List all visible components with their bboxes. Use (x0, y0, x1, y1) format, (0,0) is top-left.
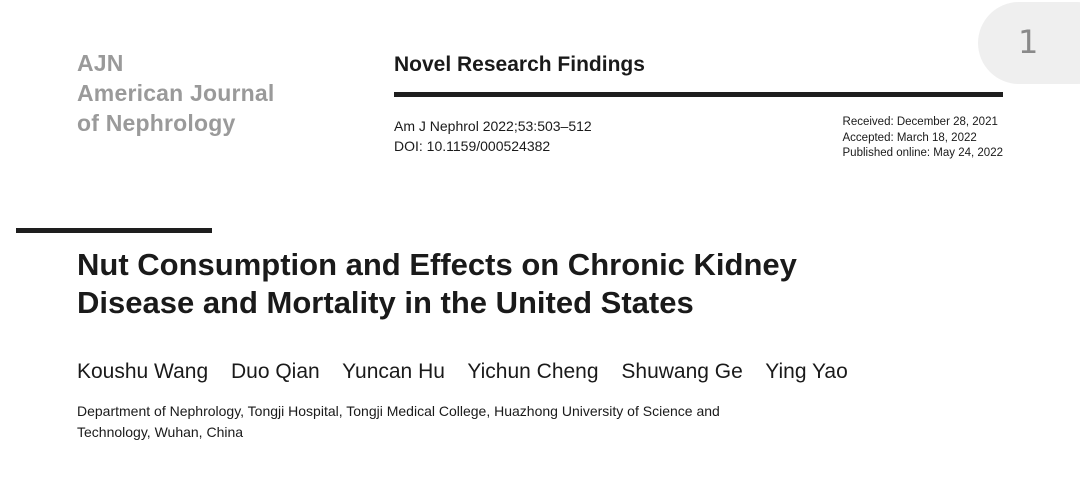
article-title-line1: Nut Consumption and Effects on Chronic Kidney (77, 247, 797, 282)
author-name[interactable]: Yuncan Hu (342, 360, 445, 383)
article-dates (843, 115, 1003, 162)
journal-abbrev: AJN (77, 50, 124, 76)
author-name[interactable]: Duo Qian (230, 360, 320, 383)
journal-logo (77, 48, 275, 138)
citation-doi[interactable]: DOI: 10.1159/000524382 (394, 138, 551, 154)
article-title (77, 246, 897, 322)
author-name[interactable]: Ying Yao (765, 360, 848, 383)
date-received: Received: December 28, 2021 (842, 116, 998, 128)
author-name[interactable]: Koushu Wang (77, 360, 209, 383)
journal-name-line2: of Nephrology (77, 110, 236, 136)
article-title-line2: Disease and Mortality in the United States (77, 285, 694, 320)
author-name[interactable]: Yichun Cheng (467, 360, 599, 383)
citation-reference: Am J Nephrol 2022;53:503–512 (394, 118, 592, 134)
affiliation-line1: Department of Nephrology, Tongji Hospital, Tongji Medical College, Huazhong University of Science and (77, 403, 720, 419)
author-name[interactable]: Shuwang Ge (621, 360, 743, 383)
section-label: Novel Research Findings (394, 53, 645, 76)
section-rule (394, 92, 1003, 97)
author-list (77, 358, 865, 386)
citation-block (394, 116, 592, 156)
title-rule (16, 228, 212, 233)
affiliation (77, 401, 797, 443)
date-accepted: Accepted: March 18, 2022 (842, 131, 977, 144)
journal-name-line1: American Journal (77, 80, 275, 106)
date-published: Published online: May 24, 2022 (842, 147, 1003, 159)
affiliation-line2: Technology, Wuhan, China (77, 424, 244, 440)
page-number: 1 (1018, 23, 1039, 61)
